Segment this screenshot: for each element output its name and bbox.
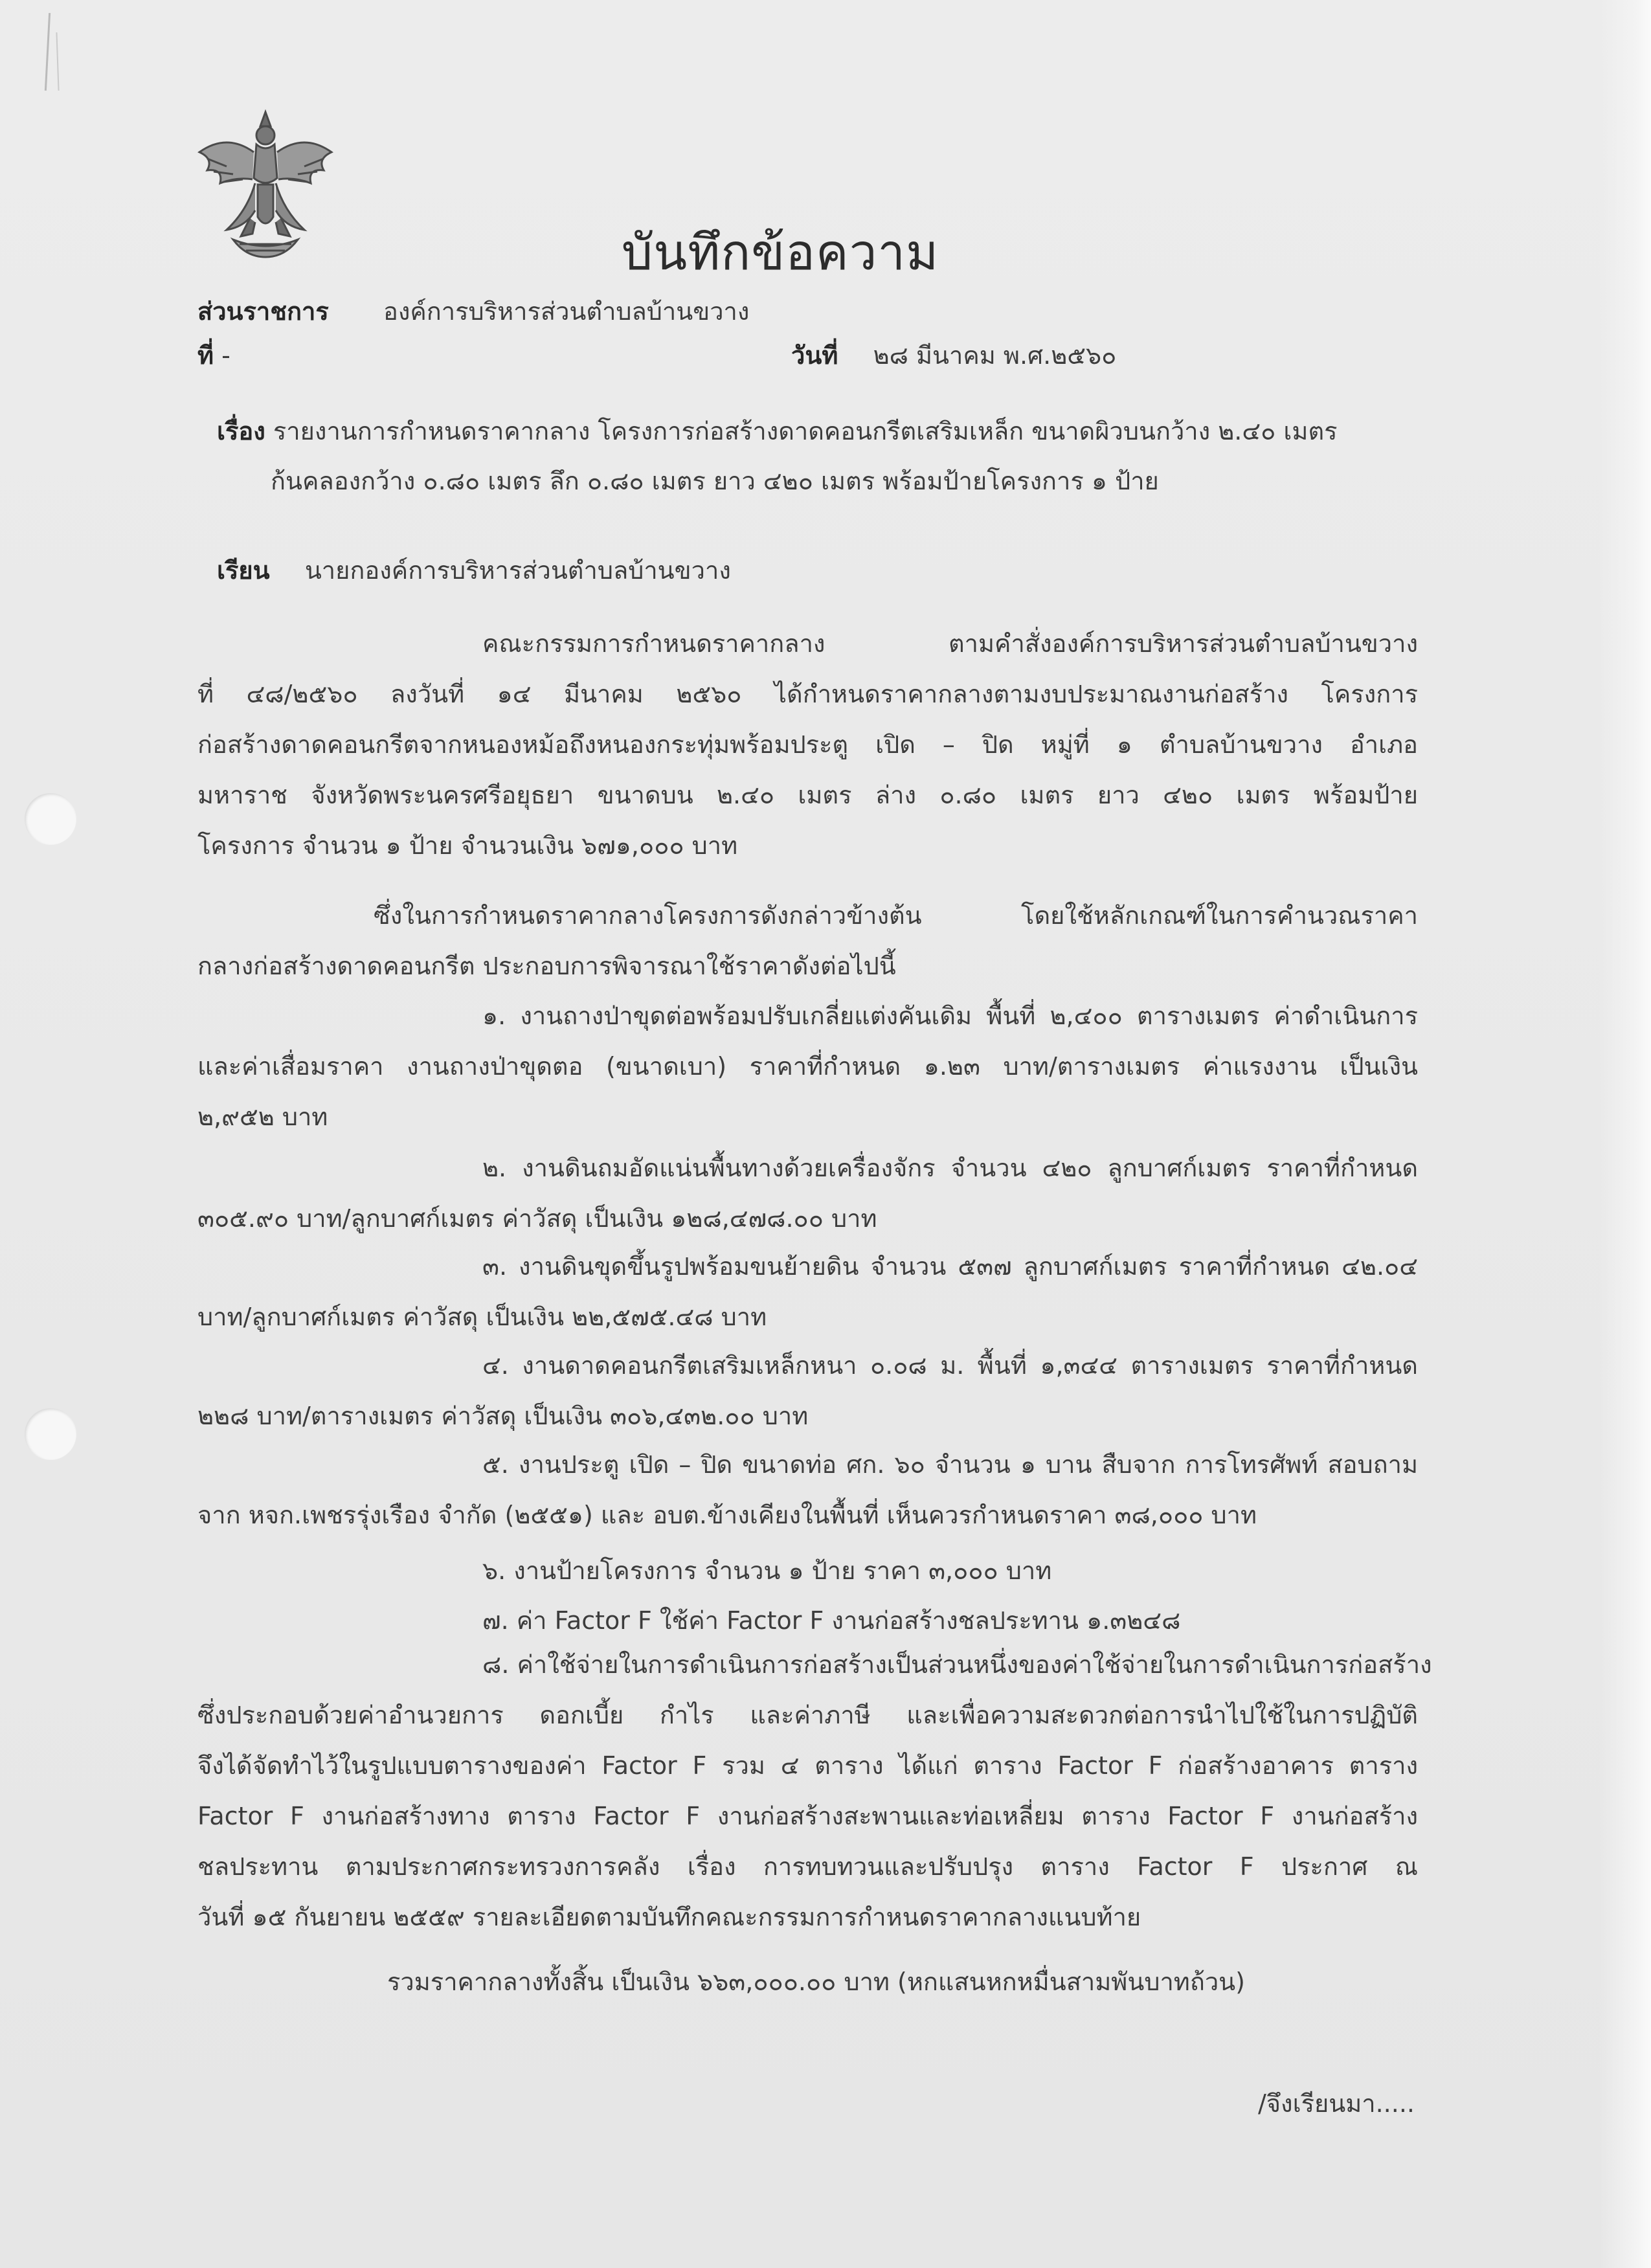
paragraph-line: ซึ่งในการกำหนดราคากลางโครงการดังกล่าวข้างต้น โดยใช้หลักเกณฑ์ในการคำนวณราคา bbox=[374, 901, 1418, 930]
date-row bbox=[791, 335, 1116, 375]
item-line: จึงได้จัดทำไว้ในรูปแบบตารางของค่า Factor F รวม ๔ ตาราง ได้แก่ ตาราง Factor F ก่อสร้างอาคาร ตาราง bbox=[197, 1751, 1418, 1780]
subject-label: เรื่อง bbox=[217, 417, 265, 445]
paragraph-line: ก่อสร้างดาดคอนกรีตจากหนองหม้อถึงหนองกระทุ่มพร้อมประตู เปิด – ปิด หมู่ที่ ๑ ตำบลบ้านขวาง อำเภอ bbox=[197, 730, 1418, 759]
item-line: ๘. ค่าใช้จ่ายในการดำเนินการก่อสร้างเป็นส่วนหนึ่งของค่าใช้จ่ายในการดำเนินการก่อสร้าง bbox=[482, 1650, 1432, 1679]
ref-value: - bbox=[221, 341, 230, 370]
item-line: ๓. งานดินขุดขึ้นรูปพร้อมขนย้ายดิน จำนวน ๕๓๗ ลูกบาศก์เมตร ราคาที่กำหนด ๔๒.๐๔ bbox=[482, 1252, 1418, 1281]
paragraph-line: มหาราช จังหวัดพระนครศรีอยุธยา ขนาดบน ๒.๔๐ เมตร ล่าง ๐.๘๐ เมตร ยาว ๔๒๐ เมตร พร้อมป้าย bbox=[197, 781, 1418, 809]
ref-label: ที่ bbox=[197, 341, 214, 370]
item-2 bbox=[197, 1143, 1418, 1244]
item-5 bbox=[197, 1439, 1418, 1540]
item-line: ๑. งานถางป่าขุดต่อพร้อมปรับเกลี่ยแต่งคันเดิม พื้นที่ ๒,๔๐๐ ตารางเมตร ค่าดำเนินการ bbox=[482, 1002, 1418, 1030]
item-line: วันที่ ๑๕ กันยายน ๒๕๕๙ รายละเอียดตามบันทึกคณะกรรมการกำหนดราคากลางแนบท้าย bbox=[197, 1903, 1141, 1931]
agency-value: องค์การบริหารส่วนตำบลบ้านขวาง bbox=[383, 297, 750, 326]
item-line: ๔. งานดาดคอนกรีตเสริมเหล็กหนา ๐.๐๘ ม. พื้นที่ ๑,๓๔๔ ตารางเมตร ราคาที่กำหนด bbox=[482, 1351, 1418, 1380]
subject-line-2: ก้นคลองกว้าง ๐.๘๐ เมตร ลึก ๐.๘๐ เมตร ยาว ๔๒๐ เมตร พร้อมป้ายโครงการ ๑ ป้าย bbox=[271, 467, 1159, 495]
garuda-emblem-icon bbox=[188, 107, 343, 262]
item-line: จาก หจก.เพชรรุ่งเรือง จำกัด (๒๕๕๑) และ อบต.ข้างเคียงในพื้นที่ เห็นควรกำหนดราคา ๓๘,๐๐๐ บาท bbox=[197, 1501, 1257, 1529]
paragraph-line: กลางก่อสร้างดาดคอนกรีต ประกอบการพิจารณาใช้ราคาดังต่อไปนี้ bbox=[197, 952, 896, 980]
item-line: ๓๐๕.๙๐ บาท/ลูกบาศก์เมตร ค่าวัสดุ เป็นเงิน ๑๒๘,๔๗๘.๐๐ บาท bbox=[197, 1204, 877, 1233]
continued-note: /จึงเรียนมา..... bbox=[1257, 2089, 1415, 2118]
scan-mark bbox=[56, 32, 59, 91]
item-3 bbox=[197, 1241, 1418, 1342]
item-1 bbox=[197, 991, 1418, 1142]
item-line: บาท/ลูกบาศก์เมตร ค่าวัสดุ เป็นเงิน ๒๒,๕๗๕.๔๘ บาท bbox=[197, 1303, 767, 1331]
recipient-value: นายกองค์การบริหารส่วนตำบลบ้านขวาง bbox=[304, 556, 731, 585]
paper-edge bbox=[1599, 0, 1651, 2268]
date-value: ๒๘ มีนาคม พ.ศ.๒๕๖๐ bbox=[873, 341, 1117, 370]
paragraph-line: ที่ ๔๘/๒๕๖๐ ลงวันที่ ๑๔ มีนาคม ๒๕๖๐ ได้กำหนดราคากลางตามงบประมาณงานก่อสร้าง โครงการ bbox=[197, 680, 1418, 708]
item-4 bbox=[197, 1340, 1418, 1441]
item-line: ๒๒๘ บาท/ตารางเมตร ค่าวัสดุ เป็นเงิน ๓๐๖,๔๓๒.๐๐ บาท bbox=[197, 1402, 809, 1430]
item-line: ชลประทาน ตามประกาศกระทรวงการคลัง เรื่อง การทบทวนและปรับปรุง ตาราง Factor F ประกาศ ณ bbox=[197, 1852, 1418, 1881]
subject-text-1: รายงานการกำหนดราคากลาง โครงการก่อสร้างดาดคอนกรีตเสริมเหล็ก ขนาดผิวบนกว้าง ๒.๔๐ เมตร bbox=[273, 417, 1338, 445]
item-line: ๒,๙๕๒ บาท bbox=[197, 1103, 328, 1131]
punch-hole bbox=[25, 1408, 76, 1460]
item-line: และค่าเสื่อมราคา งานถางป่าขุดตอ (ขนาดเบา) ราคาที่กำหนด ๑.๒๓ บาท/ตารางเมตร ค่าแรงงาน เป็นเงิน bbox=[197, 1052, 1418, 1081]
recipient-row bbox=[217, 550, 731, 590]
date-label: วันที่ bbox=[791, 341, 838, 370]
paragraph-line: โครงการ จำนวน ๑ ป้าย จำนวนเงิน ๖๗๑,๐๐๐ บาท bbox=[197, 831, 738, 860]
total-amount: รวมราคากลางทั้งสิ้น เป็นเงิน ๖๖๓,๐๐๐.๐๐ บาท (หกแสนหกหมื่นสามพันบาทถ้วน) bbox=[387, 1968, 1245, 1996]
item-line: ๒. งานดินถมอัดแน่นพื้นทางด้วยเครื่องจักร จำนวน ๔๒๐ ลูกบาศก์เมตร ราคาที่กำหนด bbox=[482, 1154, 1418, 1182]
item-line: Factor F งานก่อสร้างทาง ตาราง Factor F งานก่อสร้างสะพานและท่อเหลี่ยม ตาราง Factor F งานก่อสร้าง bbox=[197, 1802, 1418, 1830]
paragraph-1 bbox=[197, 618, 1418, 871]
item-6: ๖. งานป้ายโครงการ จำนวน ๑ ป้าย ราคา ๓,๐๐๐ บาท bbox=[482, 1556, 1052, 1585]
item-line: ๕. งานประตู เปิด – ปิด ขนาดท่อ ศก. ๖๐ จำนวน ๑ บาน สืบจาก การโทรศัพท์ สอบถาม bbox=[482, 1450, 1418, 1479]
agency-row bbox=[197, 291, 749, 331]
item-8 bbox=[197, 1639, 1432, 1942]
subject-line-1 bbox=[217, 411, 1418, 451]
recipient-label: เรียน bbox=[217, 556, 270, 585]
item-line: ซึ่งประกอบด้วยค่าอำนวยการ ดอกเบี้ย กำไร และค่าภาษี และเพื่อความสะดวกต่อการนำไปใช้ในการปฏิบัติ bbox=[197, 1701, 1418, 1729]
item-7: ๗. ค่า Factor F ใช้ค่า Factor F งานก่อสร้างชลประทาน ๑.๓๒๔๘ bbox=[482, 1606, 1181, 1635]
memo-title: บันทึกข้อความ bbox=[622, 223, 939, 281]
paragraph-line: คณะกรรมการกำหนดราคากลาง ตามคำสั่งองค์การบริหารส่วนตำบลบ้านขวาง bbox=[482, 629, 1418, 658]
paragraph-2 bbox=[197, 890, 1418, 991]
agency-label: ส่วนราชการ bbox=[197, 297, 329, 326]
ref-row bbox=[197, 335, 230, 375]
scan-mark bbox=[45, 13, 51, 91]
punch-hole bbox=[25, 793, 76, 845]
